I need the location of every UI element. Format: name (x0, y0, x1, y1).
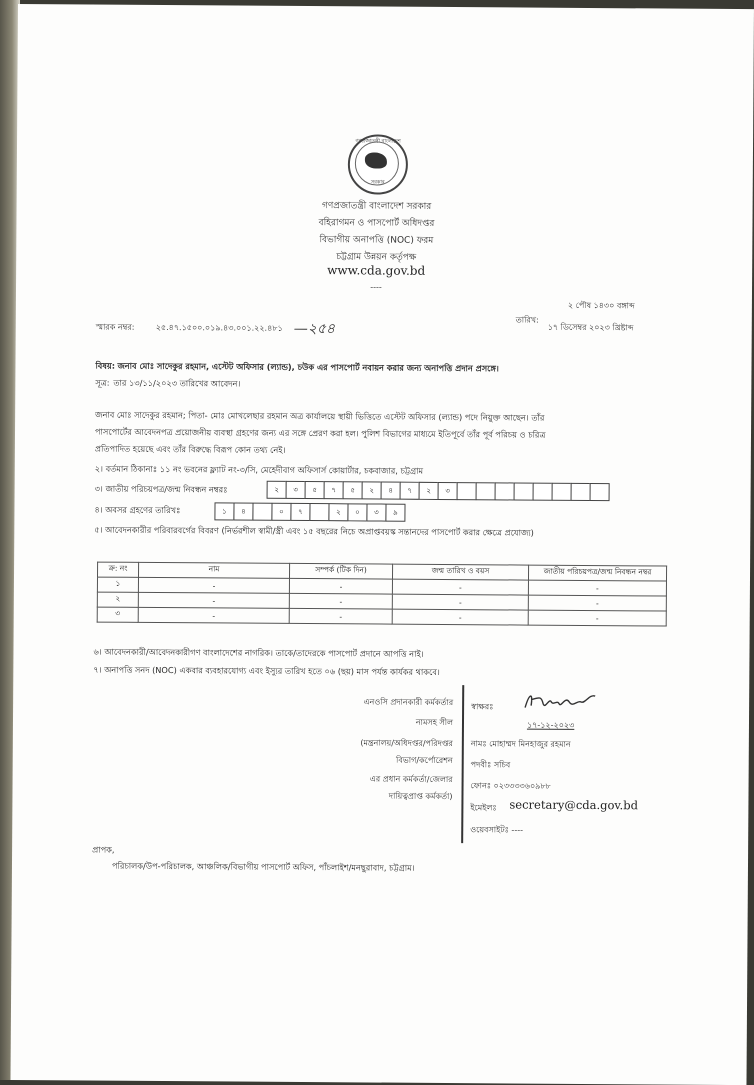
family-label: ৫। আবেদনকারীর পরিবারবর্গের বিবরণ (নির্ভরশীল স্বামী/স্ত্রী এবং ১৫ বছরের নিচে অপ্রাপ্তবয়স্ক সন্তানদের পাসপোর্ট করার ক্ষেত্রে প্রযোজ্য) (94, 524, 534, 538)
table-cell: - (138, 592, 289, 608)
citizen-item: ৬। আবেদনকারী/আবেদনকারীগণ বাংলাদেশের নাগরিক। তাকে/তাদেরকে পাসপোর্ট প্রদানে আপত্তি নাই। (93, 646, 424, 659)
nid-digit-box (590, 483, 610, 501)
retire-digit-box (309, 503, 329, 521)
retire-digit-box: ৭ (290, 503, 310, 521)
date-english: ১৭ ডিসেম্বর ২০২৩ খ্রিষ্টাব্দ (547, 322, 634, 333)
signatory-left-3: (মন্ত্রনালয়/অধিদপ্তর/পরিদপ্তর (360, 738, 453, 749)
retire-digit-box (252, 503, 272, 521)
recipient-label: প্রাপক, (92, 844, 115, 855)
nid-digit-box: ২ (419, 482, 439, 500)
date-bangla: ২ পৌষ ১৪৩০ বঙ্গাব্দ (567, 300, 635, 311)
retire-digit-box: ০ (347, 503, 367, 521)
officer-phone: ফোনঃ ০২৩৩৩৩৬০৯৮৮ (470, 781, 551, 791)
officer-email-label: ইমেইলঃ (470, 803, 497, 813)
seal-top-text: গণপ্রজাতন্ত্রী বাংলাদেশ (355, 138, 401, 145)
table-cell: ২ (97, 592, 138, 607)
officer-website: ওয়েবসাইটঃ ---- (470, 825, 524, 835)
nid-digit-box (495, 482, 515, 500)
signature-divider (461, 685, 464, 843)
signatory-left-6: দায়িত্বপ্রাপ্ত কর্মকর্তা) (388, 791, 453, 802)
table-row (97, 607, 666, 626)
retire-digit-box: ৯ (385, 504, 405, 522)
table-cell: - (528, 610, 666, 626)
nid-label: ৩। জাতীয় পরিচয়পত্র/জন্ম নিবন্ধন নম্বরঃ (94, 483, 228, 495)
sign-date: ১৭-১২-২০২৩ (526, 720, 575, 730)
subject-label: বিষয়: (95, 360, 116, 371)
nid-digit-box (457, 482, 477, 500)
table-cell: ১ (97, 577, 138, 592)
retire-digit-box: ৪ (233, 503, 253, 521)
nid-boxes (268, 481, 610, 501)
nid-digit-box: ৭ (400, 482, 420, 500)
table-cell: - (528, 580, 666, 596)
header-name: নাম (139, 562, 290, 578)
table-cell: - (289, 593, 392, 609)
memo-handwritten: —২৫৪ (293, 320, 336, 338)
nid-digit-box: ৭ (324, 481, 344, 499)
paragraph-line-2: পাসপোর্টের আবেদনপত্র প্রয়োজনীয় ব্যবস্থা গ্রহণের জন্য এর সঙ্গে প্রেরণ করা হল। পুলিশ বিভাগের মাধ্যমে ইতিপূর্বে তাঁর পূর্ব পরিচয় ও চরিত্র (94, 426, 546, 440)
nid-digit-box: ৩ (438, 482, 458, 500)
retire-digit-box: ৩ (366, 503, 386, 521)
table-cell: - (528, 595, 666, 611)
signatory-left-2: নামসহ সীল (415, 717, 454, 728)
bangladesh-map-icon (365, 152, 387, 168)
table-cell: - (392, 579, 528, 595)
header-dob: জন্ম তারিখ ও বয়স (392, 564, 528, 580)
nid-digit-box: ৫ (343, 481, 363, 499)
seal-bottom-text: সরকার (370, 179, 385, 186)
signatory-left-1: এনওসি প্রদানকারী কর্মকর্তার (363, 697, 454, 708)
header-line-3: বিভাগীয় অনাপত্তি (NOC) ফরম (319, 235, 434, 246)
nid-digit-box (476, 482, 496, 500)
table-cell: - (289, 608, 392, 624)
header-dashes: ---- (370, 282, 382, 292)
header-serial: ক্র: নং (98, 562, 139, 577)
signatory-left-4: বিভাগ/কর্পোরেশন (396, 755, 453, 766)
memo-number: ২৫.৪৭.১৫০০.০১৯.৪৩.০০১.২২.৪৮১ (155, 322, 283, 333)
retire-date-boxes (215, 502, 405, 521)
signatory-left-5: এর প্রধান কর্মকর্তা/জেলার (369, 774, 453, 785)
header-line-4: চট্টগ্রাম উন্নয়ন কর্তৃপক্ষ (336, 252, 417, 263)
nid-digit-box (533, 483, 553, 501)
nid-digit-box: ৫ (305, 481, 325, 499)
nid-digit-box: ২ (267, 481, 287, 499)
nid-digit-box (552, 483, 572, 501)
government-seal-icon (348, 134, 408, 194)
nid-digit-box: ২ (362, 481, 382, 499)
table-cell: - (392, 609, 528, 625)
nid-digit-box (571, 483, 591, 501)
table-cell: ৩ (97, 607, 138, 622)
retire-label: ৪। অবসর গ্রহণের তারিখঃ (94, 504, 181, 516)
retire-digit-box: ০ (271, 503, 291, 521)
header-relation: সম্পর্ক (টিক দিন) (289, 563, 392, 579)
paragraph-line-1: জনাব মোঃ সাদেকুর রহমান; পিতা- মোঃ মোখলেছার রহমান অত্র কার্যালয়ে স্থায়ী ভিত্তিতে এস্টেট অফিসার (ল্যান্ড) পদে নিয়ুক্ত আছেন। তাঁর (95, 409, 545, 423)
header-line-2: বহিরাগমন ও পাসপোর্ট অধিদপ্তর (318, 218, 435, 229)
table-cell: - (138, 607, 289, 623)
document-page (10, 4, 753, 1085)
date-label: তারিখ: (515, 315, 539, 325)
officer-email: secretary@cda.gov.bd (509, 797, 639, 813)
table-cell: - (392, 594, 528, 610)
retire-digit-box: ১ (214, 502, 234, 520)
table-cell: - (138, 577, 289, 593)
memo-label: স্মারক নম্বর: (95, 322, 135, 332)
table-cell: - (289, 578, 392, 594)
subject-text: জনাব মোঃ সাদেকুর রহমান, এস্টেট অফিসার (ল্যান্ড), চউক এর পাসপোর্ট নবায়ন করার জন্য অনাপত্তি প্রদান প্রসঙ্গে। (117, 360, 499, 374)
nid-digit-box: ৩ (286, 481, 306, 499)
nid-digit-box (514, 482, 534, 500)
reference-label: সূত্র: (95, 377, 110, 388)
officer-designation: পদবীঃ সচিব (470, 760, 511, 770)
header-website: www.cda.gov.bd (327, 263, 426, 278)
handwritten-signature-icon (521, 688, 601, 715)
reference-text: তার ১৩/১১/২০২৩ তারিখের আবেদন। (113, 377, 241, 389)
validity-item: ৭। অনাপত্তি সনদ (NOC) একবার ব্যবহারযোগ্য এবং ইস্যুর তারিখ হতে ০৬ (ছয়) মাস পর্যন্ত কার্যকর থাকবে। (93, 664, 440, 677)
recipient-text: পরিচালক/উপ-পরিচালক, আঞ্চলিক/বিভাগীয় পাসপোর্ট অফিস, পাঁচলাইশ/মনছুরাবাদ, চট্টগ্রাম। (111, 860, 415, 873)
header-line-1: গণপ্রজাতন্ত্রী বাংলাদেশ সরকার (321, 201, 432, 212)
address-item: ২। বর্তমান ঠিকানাঃ ১১ নং ভবনের ফ্ল্যাট নং-৩/সি, মেহেদীবাগ অফিসার্স কোয়ার্টার, চকবাজার, চট্টগ্রাম (94, 463, 424, 476)
officer-name: নামঃ মোহাম্মদ মিনহাজুর রহমান (470, 739, 571, 749)
family-table (97, 562, 667, 627)
header-nid: জাতীয় পরিচয়পত্র/জন্ম নিবন্ধন নম্বর (528, 565, 666, 581)
sign-label: স্বাক্ষরঃ (471, 702, 494, 712)
paragraph-line-3: প্রতিপাদিত হয়েছে এবং তাঁর বিরুদ্ধে বিরূপ কোন তথ্য নেই। (94, 443, 286, 455)
retire-digit-box: ২ (328, 503, 348, 521)
nid-digit-box: ৪ (381, 482, 401, 500)
